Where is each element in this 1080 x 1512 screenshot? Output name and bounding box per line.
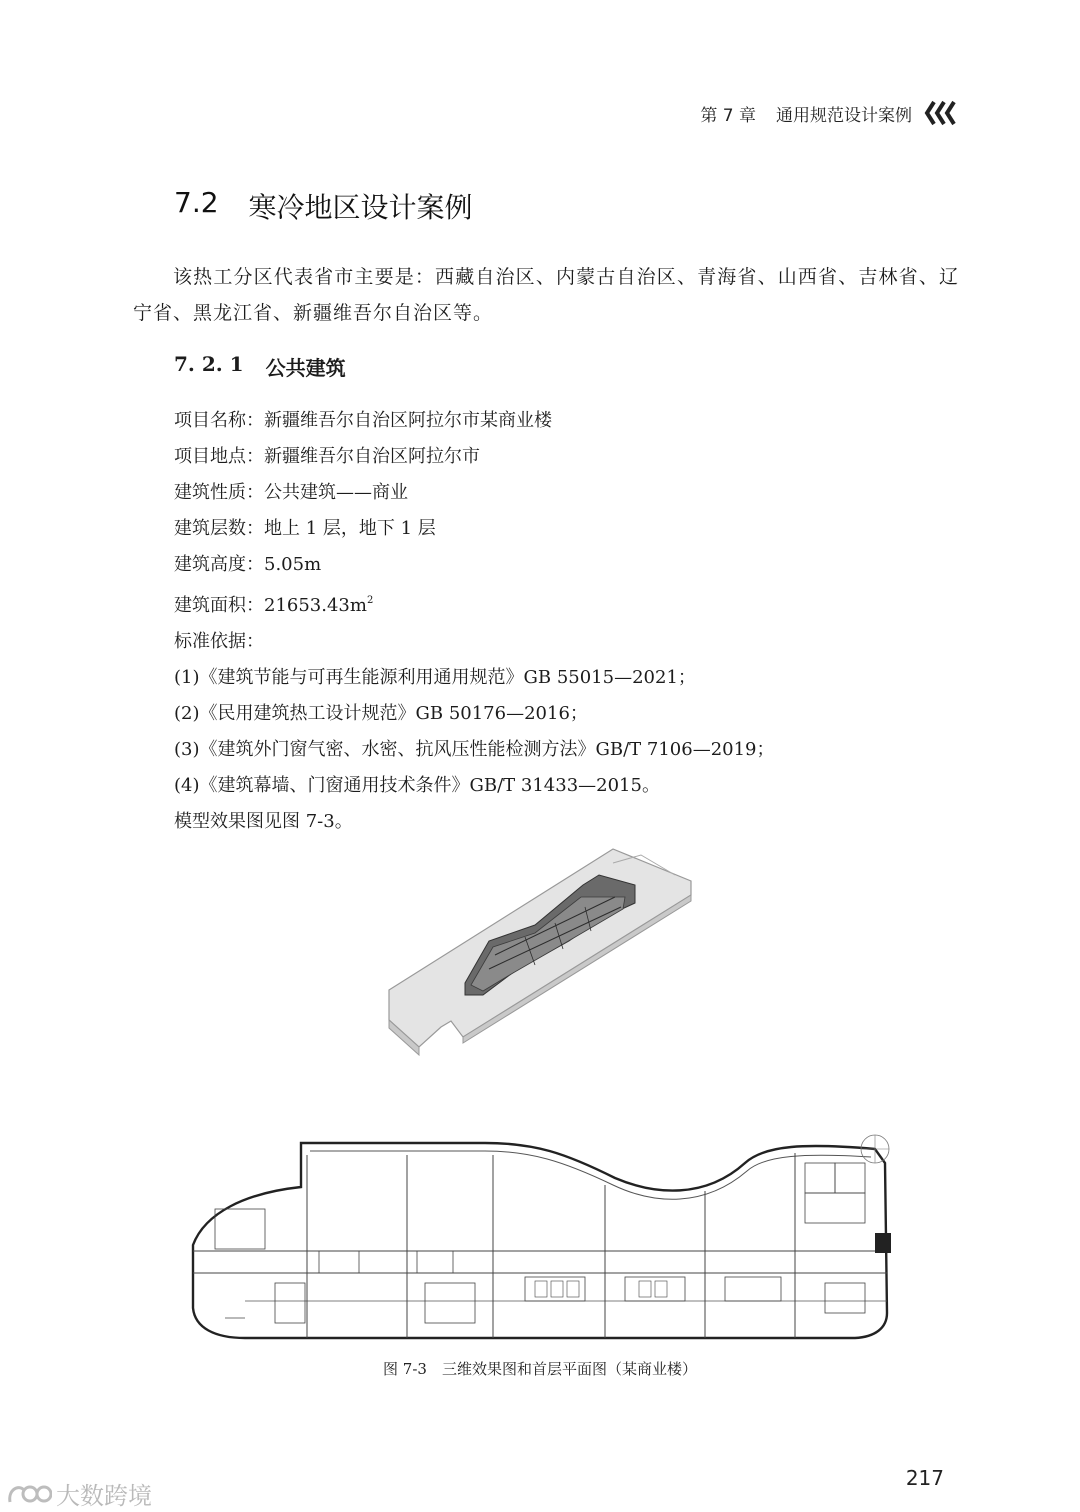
standard-item: (4)《建筑幕墙、门窗通用技术条件》GB/T 31433—2015。 bbox=[174, 775, 660, 796]
building-3d-model-image bbox=[385, 845, 695, 1075]
standards-label: 标准依据： bbox=[174, 631, 264, 652]
watermark-text: 大数跨境 bbox=[56, 1482, 152, 1510]
area-unit-sup: 2 bbox=[366, 595, 374, 606]
project-nature: 建筑性质：公共建筑——商业 bbox=[174, 482, 408, 503]
project-name: 项目名称：新疆维吾尔自治区阿拉尔市某商业楼 bbox=[174, 410, 552, 431]
standard-item: (1)《建筑节能与可再生能源利用通用规范》GB 55015—2021； bbox=[174, 667, 696, 688]
chapter-label: 第 7 章 bbox=[700, 105, 756, 126]
watermark bbox=[6, 1476, 152, 1511]
subsection-title: 公共建筑 bbox=[265, 356, 346, 380]
first-floor-plan-image bbox=[185, 1133, 895, 1343]
intro-paragraph: 该热工分区代表省市主要是：西藏自治区、内蒙古自治区、青海省、山西省、吉林省、辽宁省、黑龙江省、新疆维吾尔自治区等。 bbox=[133, 266, 959, 324]
chevrons-icon bbox=[924, 100, 960, 126]
section-number: 7.2 bbox=[174, 186, 219, 219]
chapter-title: 通用规范设计案例 bbox=[776, 105, 912, 126]
project-floors: 建筑层数：地上 1 层，地下 1 层 bbox=[174, 518, 436, 539]
subsection-number: 7. 2. 1 bbox=[174, 352, 244, 376]
section-title: 寒冷地区设计案例 bbox=[248, 191, 473, 224]
project-area-value: 建筑面积：21653.43m bbox=[174, 595, 367, 616]
project-location: 项目地点：新疆维吾尔自治区阿拉尔市 bbox=[174, 446, 480, 467]
figure-caption: 图 7-3 三维效果图和首层平面图（某商业楼） bbox=[383, 1360, 697, 1378]
project-area bbox=[174, 583, 974, 624]
project-info bbox=[174, 403, 974, 840]
subsection-heading bbox=[174, 352, 346, 381]
running-header bbox=[700, 100, 960, 126]
project-height: 建筑高度：5.05m bbox=[174, 554, 322, 575]
standard-item: (2)《民用建筑热工设计规范》GB 50176—2016； bbox=[174, 703, 588, 724]
standard-item: (3)《建筑外门窗气密、水密、抗风压性能检测方法》GB/T 7106—2019； bbox=[174, 739, 775, 760]
section-heading bbox=[174, 186, 473, 226]
page-number: 217 bbox=[905, 1466, 944, 1490]
figure-reference: 模型效果图见图 7-3。 bbox=[174, 811, 353, 832]
watermark-logo-icon bbox=[6, 1480, 52, 1508]
